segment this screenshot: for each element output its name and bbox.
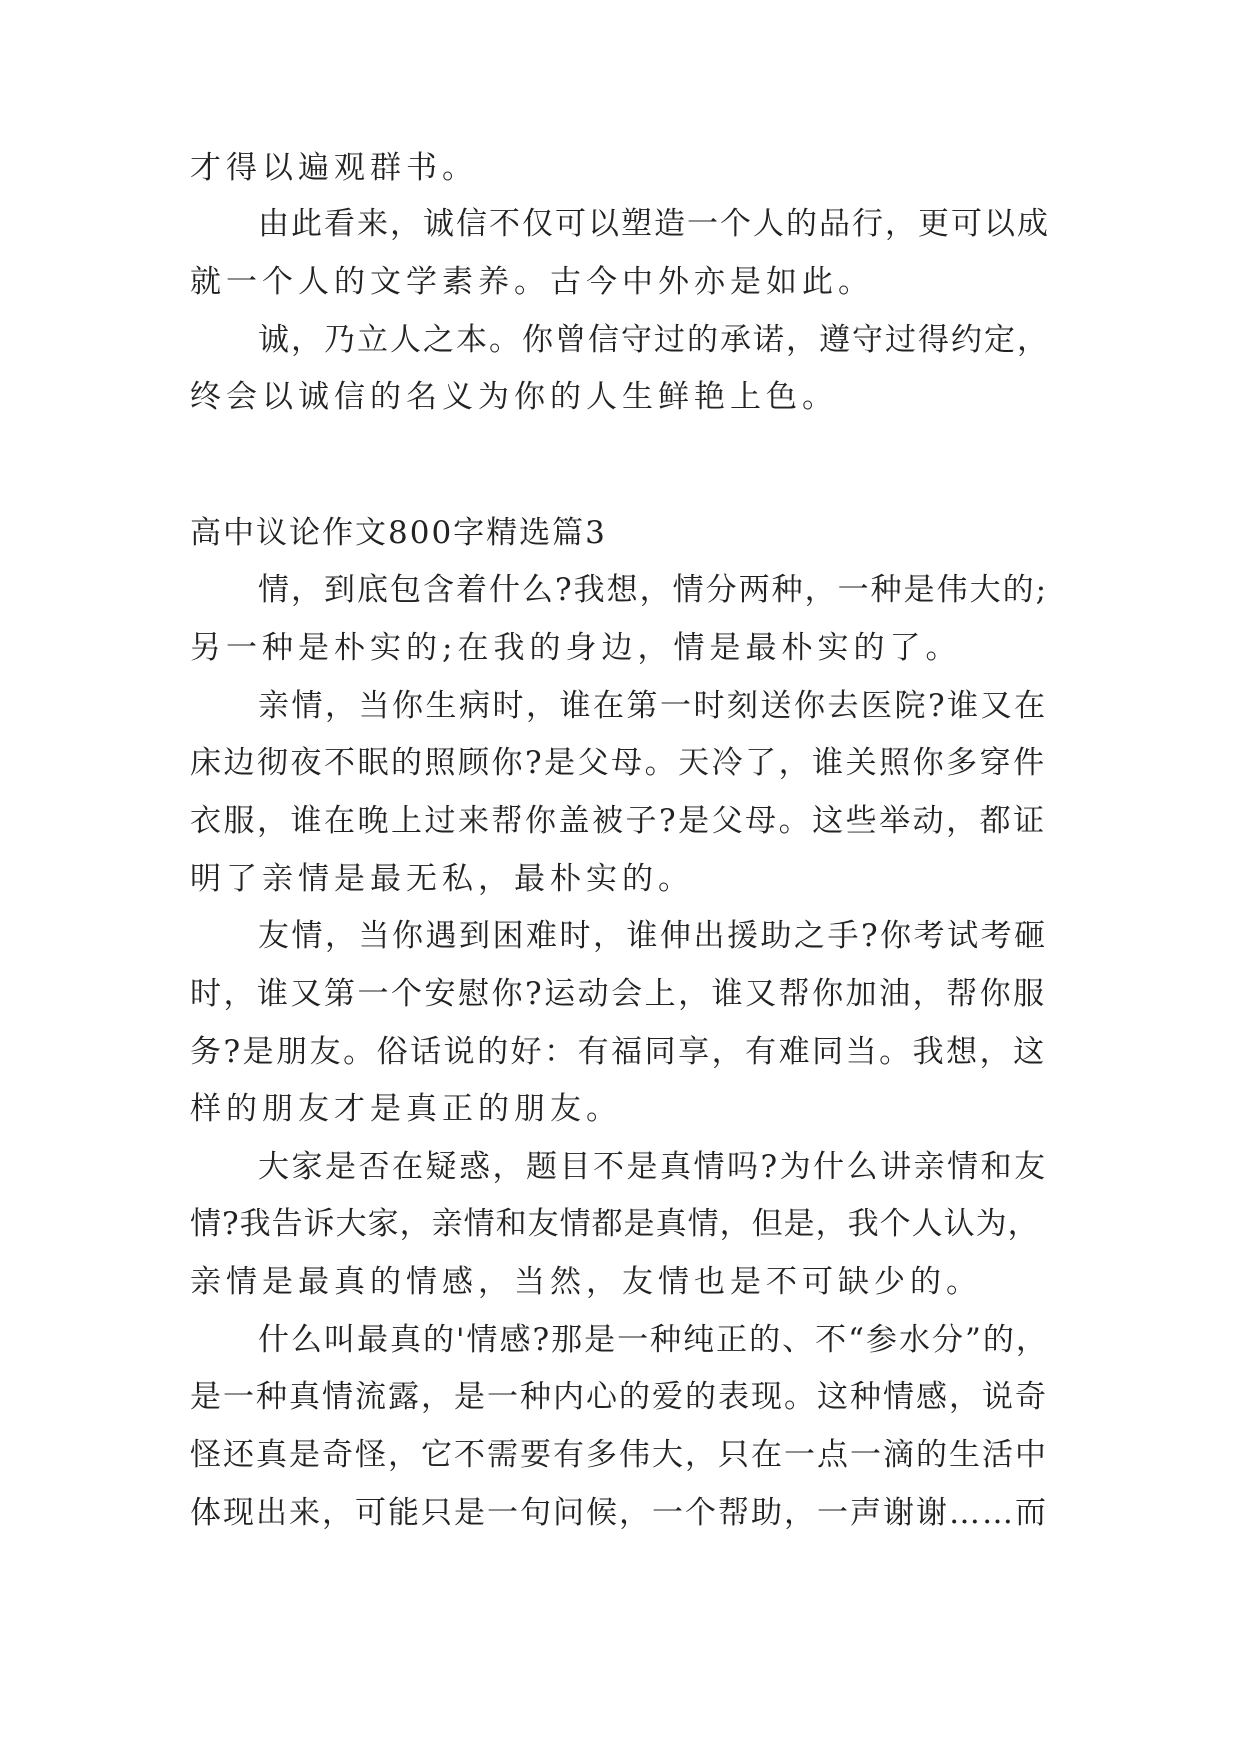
text-line: 终会以诚信的名义为你的人生鲜艳上色。 <box>190 379 838 415</box>
text-line: 才得以遍观群书。 <box>190 150 478 186</box>
text-line: 明了亲情是最无私，最朴实的。 <box>190 861 694 897</box>
text-line: 衣服，谁在晚上过来帮你盖被子?是父母。这些举动，都证 <box>190 803 1047 839</box>
paragraph-first-line: 由此看来，诚信不仅可以塑造一个人的品行，更可以成 <box>258 206 1050 242</box>
text-line: 另一种是朴实的;在我的身边，情是最朴实的了。 <box>190 630 962 666</box>
paragraph-first-line: 大家是否在疑惑，题目不是真情吗?为什么讲亲情和友 <box>258 1149 1048 1185</box>
paragraph-first-line: 情，到底包含着什么?我想，情分两种，一种是伟大的; <box>258 572 1049 608</box>
paragraph-first-line: 友情，当你遇到困难时，谁伸出援助之手?你考试考砸 <box>258 918 1048 954</box>
text-line: 时，谁又第一个安慰你?运动会上，谁又帮你加油，帮你服 <box>190 976 1047 1012</box>
text-line: 床边彻夜不眠的照顾你?是父母。天冷了，谁关照你多穿件 <box>190 745 1047 781</box>
section-heading: 高中议论作文800字精选篇3 <box>190 515 607 551</box>
paragraph-first-line: 亲情，当你生病时，谁在第一时刻送你去医院?谁又在 <box>258 688 1048 724</box>
text-line: 亲情是最真的情感，当然，友情也是不可缺少的。 <box>190 1264 982 1300</box>
text-line: 是一种真情流露，是一种内心的爱的表现。这种情感，说奇 <box>190 1379 1048 1415</box>
text-line: 怪还真是奇怪，它不需要有多伟大，只在一点一滴的生活中 <box>190 1437 1048 1473</box>
text-line: 样的朋友才是真正的朋友。 <box>190 1091 622 1127</box>
text-line: 务?是朋友。俗话说的好：有福同享，有难同当。我想，这 <box>190 1034 1047 1070</box>
text-line: 体现出来，可能只是一句问候，一个帮助，一声谢谢……而 <box>190 1495 1048 1531</box>
text-line: 就一个人的文学素养。古今中外亦是如此。 <box>190 264 874 300</box>
paragraph-first-line: 诚，乃立人之本。你曾信守过的承诺，遵守过得约定， <box>258 322 1050 358</box>
paragraph-first-line: 什么叫最真的'情感?那是一种纯正的、不“参水分”的， <box>258 1322 1049 1358</box>
text-line: 情?我告诉大家，亲情和友情都是真情，但是，我个人认为， <box>190 1206 1040 1242</box>
